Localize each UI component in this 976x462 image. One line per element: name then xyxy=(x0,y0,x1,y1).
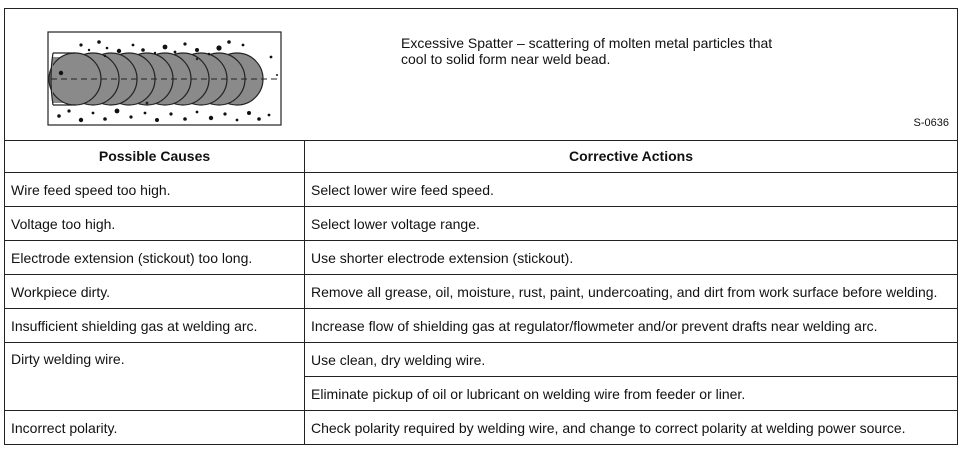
table-row xyxy=(5,275,957,309)
causes-header: Possible Causes xyxy=(5,140,305,173)
cause-cell: Voltage too high. xyxy=(5,207,305,241)
cause-cell: Dirty welding wire. xyxy=(5,343,305,411)
defect-description xyxy=(401,35,821,67)
cause-cell: Wire feed speed too high. xyxy=(5,173,305,207)
troubleshooting-table xyxy=(5,140,957,444)
cause-cell: Insufficient shielding gas at welding arc. xyxy=(5,309,305,343)
table-row xyxy=(5,207,957,241)
troubleshooting-frame xyxy=(4,8,958,445)
action-cell: Use clean, dry welding wire. xyxy=(305,343,958,377)
table-row xyxy=(5,343,957,377)
action-cell: Increase flow of shielding gas at regulator/flowmeter and/or prevent drafts near welding arc. xyxy=(305,309,958,343)
figure-code: S-0636 xyxy=(913,117,949,129)
cause-cell: Electrode extension (stickout) too long. xyxy=(5,241,305,275)
cause-cell: Workpiece dirty. xyxy=(5,275,305,309)
table-row xyxy=(5,309,957,343)
table-header-row xyxy=(5,140,957,173)
figure-panel xyxy=(5,9,957,141)
action-cell: Use shorter electrode extension (stickout). xyxy=(305,241,958,275)
action-cell: Check polarity required by welding wire, and change to correct polarity at welding power source. xyxy=(305,411,958,445)
action-cell: Select lower voltage range. xyxy=(305,207,958,241)
action-cell: Select lower wire feed speed. xyxy=(305,173,958,207)
cause-cell: Incorrect polarity. xyxy=(5,411,305,445)
table-row xyxy=(5,411,957,445)
table-row xyxy=(5,241,957,275)
weld-bead-spatter-illustration xyxy=(47,31,283,127)
action-cell: Remove all grease, oil, moisture, rust, paint, undercoating, and dirt from work surface before welding. xyxy=(305,275,958,309)
description-line-1: Excessive Spatter – scattering of molten metal particles that xyxy=(401,35,773,51)
description-line-2: cool to solid form near weld bead. xyxy=(401,51,611,67)
table-row xyxy=(5,173,957,207)
action-cell: Eliminate pickup of oil or lubricant on welding wire from feeder or liner. xyxy=(305,377,958,411)
actions-header: Corrective Actions xyxy=(569,148,693,164)
